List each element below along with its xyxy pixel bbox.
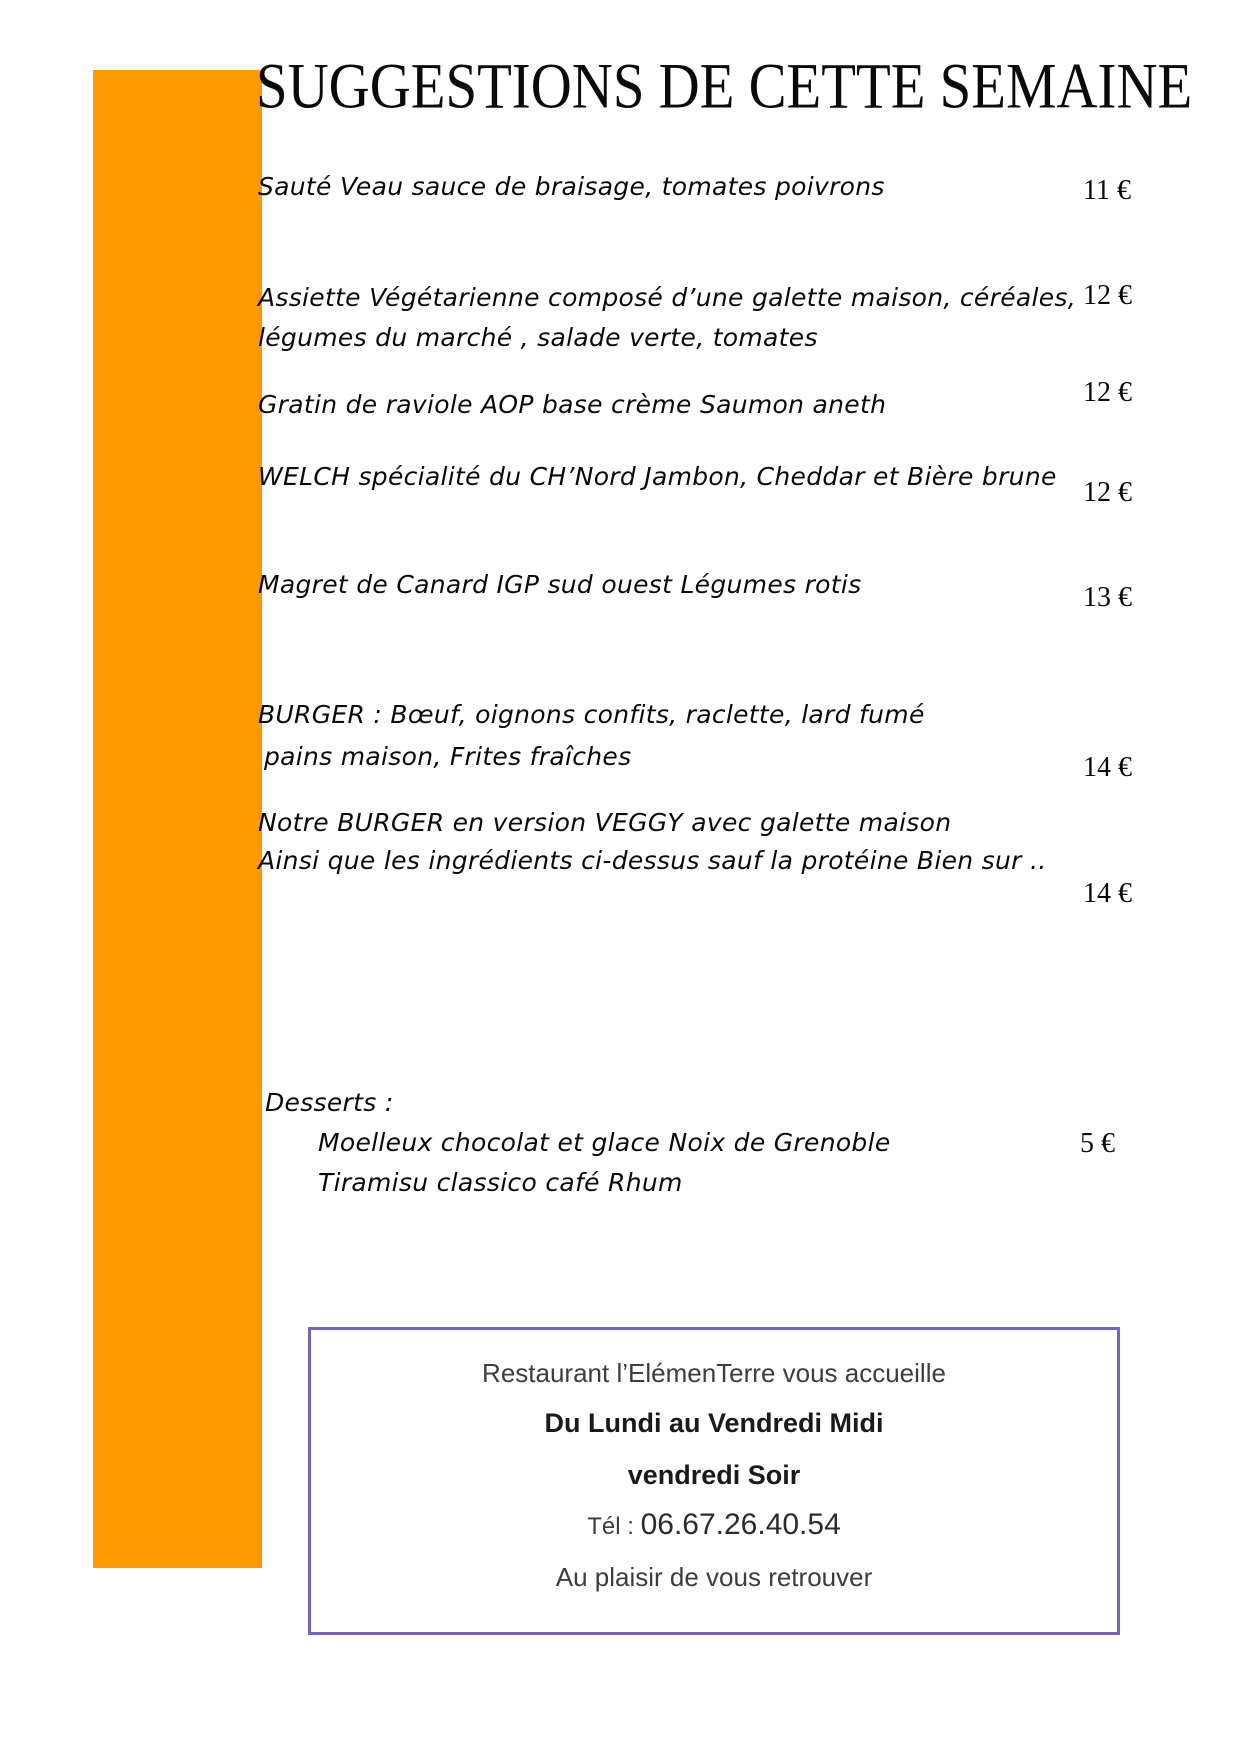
- menu-item-price: 12 €: [1083, 477, 1132, 508]
- phone-line: [308, 1508, 1120, 1542]
- menu-item-line: WELCH spécialité du CH’Nord Jambon, Cheddar et Bière brune: [258, 462, 1057, 491]
- menu-item-line: légumes du marché , salade verte, tomates: [258, 323, 818, 352]
- menu-item-line: Magret de Canard IGP sud ouest Légumes rotis: [258, 570, 862, 599]
- opening-days-soir: vendredi Soir: [627, 1460, 801, 1490]
- menu-item-price: 14 €: [1083, 878, 1132, 909]
- dessert-price: 5 €: [1080, 1128, 1115, 1159]
- menu-item-line: pains maison, Frites fraîches: [264, 742, 632, 771]
- menu-item-price: 14 €: [1083, 752, 1132, 783]
- restaurant-welcome-text: Restaurant l’ElémenTerre vous accueille: [482, 1358, 946, 1388]
- phone-label: Tél :: [587, 1513, 641, 1540]
- dessert-item-line: Moelleux chocolat et glace Noix de Grenoble: [318, 1128, 891, 1157]
- menu-item-price: 13 €: [1083, 582, 1132, 613]
- opening-days-midi: Du Lundi au Vendredi Midi: [544, 1408, 884, 1438]
- desserts-header: Desserts :: [265, 1088, 394, 1117]
- phone-number: 06.67.26.40.54: [640, 1508, 841, 1541]
- menu-item-line: Notre BURGER en version VEGGY avec galette maison: [258, 808, 952, 837]
- menu-item-line: Gratin de raviole AOP base crème Saumon aneth: [258, 390, 887, 419]
- dessert-item-line: Tiramisu classico café Rhum: [318, 1168, 683, 1197]
- closing-text: Au plaisir de vous retrouver: [555, 1562, 873, 1592]
- page-title: SUGGESTIONS DE CETTE SEMAINE: [256, 49, 1193, 122]
- orange-side-bar: [93, 70, 262, 1568]
- menu-item-price: 12 €: [1083, 377, 1132, 408]
- menu-item-price: 11 €: [1083, 175, 1131, 206]
- menu-item-line: BURGER : Bœuf, oignons confits, raclette, lard fumé: [258, 700, 925, 729]
- menu-item-price: 12 €: [1083, 280, 1132, 311]
- menu-item-line: Sauté Veau sauce de braisage, tomates poivrons: [258, 172, 885, 201]
- menu-item-line: Assiette Végétarienne composé d’une galette maison, céréales,: [258, 283, 1076, 312]
- menu-item-line: Ainsi que les ingrédients ci-dessus sauf la protéine Bien sur ..: [258, 846, 1047, 875]
